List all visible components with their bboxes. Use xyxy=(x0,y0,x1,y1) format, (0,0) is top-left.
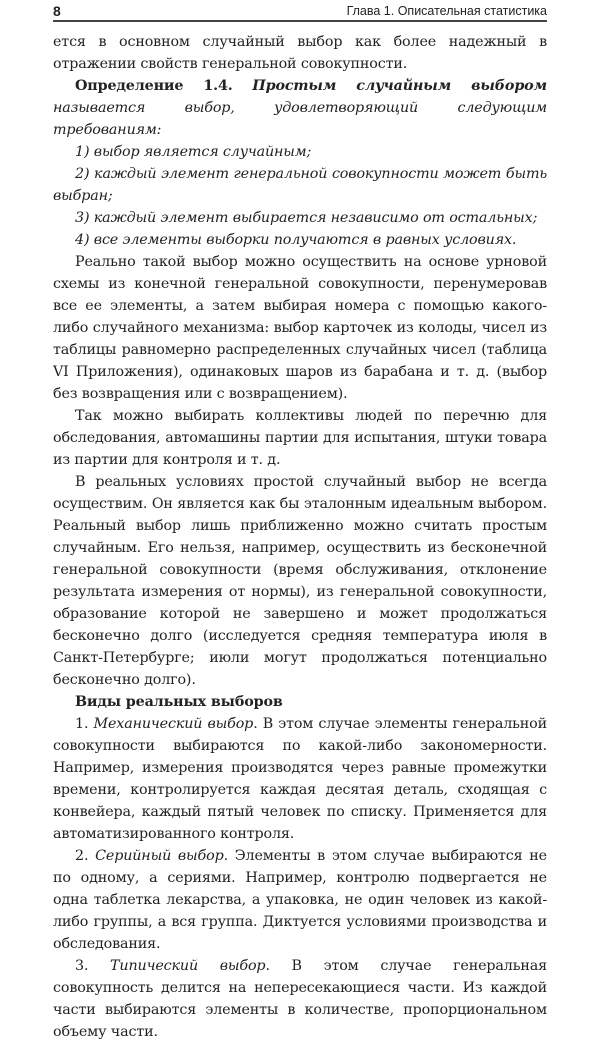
kind-item xyxy=(53,955,547,1043)
page-number: 8 xyxy=(53,3,61,19)
document-page xyxy=(53,0,547,1040)
kind-name: Типический выбор xyxy=(110,958,266,974)
paragraph: В реальных условиях простой случайный выбор не всегда осуществим. Он является как бы эталонным идеальным выбором. Реальный выбор лишь приближенно можно считать простым случайным. Его нельзя, например, осуществить из бесконечной генеральной совокупности (время обслуживания, отклонение результата измерения от нормы), из генеральной совокупности, образование которой не завершено и может продолжаться бесконечно долго (исследуется средняя температура июля в Санкт-Петербурге; июли могут продолжаться потенциально бесконечно долго). xyxy=(53,474,547,688)
chapter-title: Глава 1. Описательная статистика xyxy=(346,4,547,18)
kind-number: 1. xyxy=(75,716,94,732)
requirement-item: 2) каждый элемент генеральной совокупности может быть выбран; xyxy=(53,166,547,204)
definition-label: Определение 1.4. xyxy=(75,78,233,94)
definition-text: называется выбор, удовлетворяющий следующим требованиям: xyxy=(53,100,547,138)
kind-item xyxy=(53,713,547,845)
kind-text: . В этом случае генеральная совокупность делится на непересекающиеся части. Из каждой части выбираются элементы в количестве, пропорциональном объему части. xyxy=(53,958,547,1040)
paragraph: Так можно выбирать коллективы людей по перечню для обследования, автомашины партии для испытания, штуки товара из партии для контроля и т. д. xyxy=(53,408,547,468)
paragraph-continued: ется в основном случайный выбор как более надежный в отражении свойств генеральной совокупности. xyxy=(53,34,547,72)
kind-text: . Элементы в этом случае выбираются не по одному, а сериями. Например, контролю подвергается не одна таблетка лекарства, а упаковка, не один человек из какой-либо группы, а вся группа. Диктуется условиями производства и обследования. xyxy=(53,848,547,952)
requirement-item: 1) выбор является случайным; xyxy=(75,144,312,160)
paragraph: Реально такой выбор можно осуществить на основе урновой схемы из конечной генеральной совокупности, перенумеровав все ее элементы, а затем выбирая номера с помощью какого-либо случайного механизма: выбор карточек из колоды, чисел из таблицы равномерно распределенных случайных чисел (таблица VI Приложения), одинаковых шаров из барабана и т. д. (выбор без возвращения или с возвращением). xyxy=(53,254,547,402)
kind-number: 2. xyxy=(75,848,96,864)
kind-text: . В этом случае элементы генеральной совокупности выбираются по какой-либо закономерности. Например, измерения производятся через равные промежутки времени, контролируется каждая десятая деталь, сходящая с конвейера, каждый пятый человек по списку. Применяется для автоматизированного контроля. xyxy=(53,716,547,842)
requirement-item: 4) все элементы выборки получаются в равных условиях. xyxy=(75,232,517,248)
page-body xyxy=(53,31,547,1043)
definition-term: Простым случайным выбором xyxy=(252,78,547,94)
kind-name: Серийный выбор xyxy=(95,848,224,864)
kind-name: Механический выбор xyxy=(93,716,254,732)
requirement-item: 3) каждый элемент выбирается независимо от остальных; xyxy=(75,210,538,226)
section-heading: Виды реальных выборов xyxy=(75,694,283,710)
kind-number: 3. xyxy=(75,958,111,974)
running-header xyxy=(53,0,547,22)
kind-item xyxy=(53,845,547,955)
header-rule xyxy=(53,20,547,22)
definition-paragraph xyxy=(53,75,547,141)
